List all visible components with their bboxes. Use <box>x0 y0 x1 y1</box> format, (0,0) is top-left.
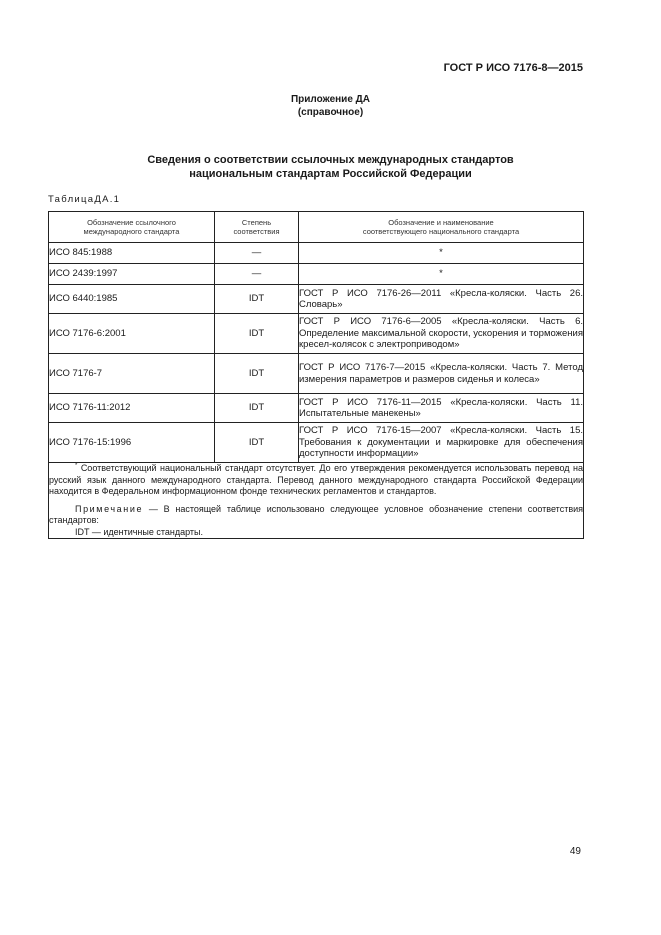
footnote-text: Соответствующий национальный стандарт отсутствует. До его утверждения рекомендуется использовать перевод на русский язык данного международного стандарта. Перевод данного международного стандарта Российской Федерации находится в Федеральном информационном фонде технических регламентов и стандартов. <box>49 463 583 496</box>
degree-cell: — <box>215 243 299 264</box>
footnote-mark: * <box>75 463 78 469</box>
national-standard-cell: * <box>299 264 584 285</box>
header-text: Обозначение и наименование <box>388 217 494 227</box>
national-standard-cell: ГОСТ Р ИСО 7176-15—2007 «Кресла-коляски. Часть 15. Требования к документации и маркировке для обеспечения доступности информации» <box>299 423 584 463</box>
national-standard-cell: ГОСТ Р ИСО 7176-7—2015 «Кресла-коляски. Часть 7. Метод измерения параметров и размеров сиденья и колеса» <box>299 354 584 394</box>
header-text: Степень <box>241 217 272 227</box>
table-note <box>49 504 583 527</box>
intl-standard-cell: ИСО 7176-15:1996 <box>49 423 215 463</box>
intl-standard-cell: ИСО 845:1988 <box>49 243 215 264</box>
national-standard-cell: ГОСТ Р ИСО 7176-6—2005 «Кресла-коляски. Часть 6. Определение максимальной скорости, ускорения и торможения кресел-колясок с электроприводом» <box>299 314 584 354</box>
annex-heading <box>0 93 661 119</box>
footnote <box>49 463 583 498</box>
table-row <box>49 285 584 314</box>
degree-cell: IDT <box>215 314 299 354</box>
correspondence-table <box>48 211 584 539</box>
table-row <box>49 423 584 463</box>
intl-standard-cell: ИСО 7176-7 <box>49 354 215 394</box>
note-label: Примечание <box>75 503 144 514</box>
degree-cell: IDT <box>215 423 299 463</box>
intl-standard-cell: ИСО 7176-11:2012 <box>49 394 215 423</box>
table-notes-row <box>49 463 584 539</box>
header-text: международного стандарта <box>83 227 180 236</box>
section-title-line-2: национальным стандартам Российской Федерации <box>189 168 472 180</box>
annex-subtitle: (справочное) <box>297 107 364 118</box>
note-definition: IDT — идентичные стандарты. <box>75 526 204 537</box>
intl-standard-cell: ИСО 6440:1985 <box>49 285 215 314</box>
column-header-intl-standard <box>49 212 215 243</box>
header-text: соответствия <box>233 227 280 236</box>
page-number: 49 <box>569 846 581 857</box>
column-header-national-standard <box>299 212 584 243</box>
document-code: ГОСТ Р ИСО 7176-8—2015 <box>443 62 583 74</box>
intl-standard-cell: ИСО 7176-6:2001 <box>49 314 215 354</box>
section-title <box>0 153 661 181</box>
annex-title: Приложение ДА <box>290 94 371 105</box>
note-text: — В настоящей таблице использовано следующее условное обозначение степени соответствия стандартов: <box>49 503 583 525</box>
national-standard-cell: ГОСТ Р ИСО 7176-26—2011 «Кресла-коляски. Часть 26. Словарь» <box>299 285 584 314</box>
table-row <box>49 264 584 285</box>
column-header-degree <box>215 212 299 243</box>
section-title-line-1: Сведения о соответствии ссылочных международных стандартов <box>147 154 514 166</box>
table-header-row <box>49 212 584 243</box>
table-row <box>49 314 584 354</box>
degree-cell: IDT <box>215 394 299 423</box>
degree-cell: — <box>215 264 299 285</box>
degree-cell: IDT <box>215 285 299 314</box>
degree-cell: IDT <box>215 354 299 394</box>
header-text: соответствующего национального стандарта <box>362 227 520 236</box>
table-row <box>49 394 584 423</box>
table-label: ТаблицаДА.1 <box>48 194 121 205</box>
table-notes-cell <box>49 463 584 539</box>
table-row <box>49 354 584 394</box>
national-standard-cell: ГОСТ Р ИСО 7176-11—2015 «Кресла-коляски. Часть 11. Испытательные манекены» <box>299 394 584 423</box>
national-standard-cell: * <box>299 243 584 264</box>
header-text: Обозначение ссылочного <box>87 217 176 227</box>
table-row <box>49 243 584 264</box>
intl-standard-cell: ИСО 2439:1997 <box>49 264 215 285</box>
